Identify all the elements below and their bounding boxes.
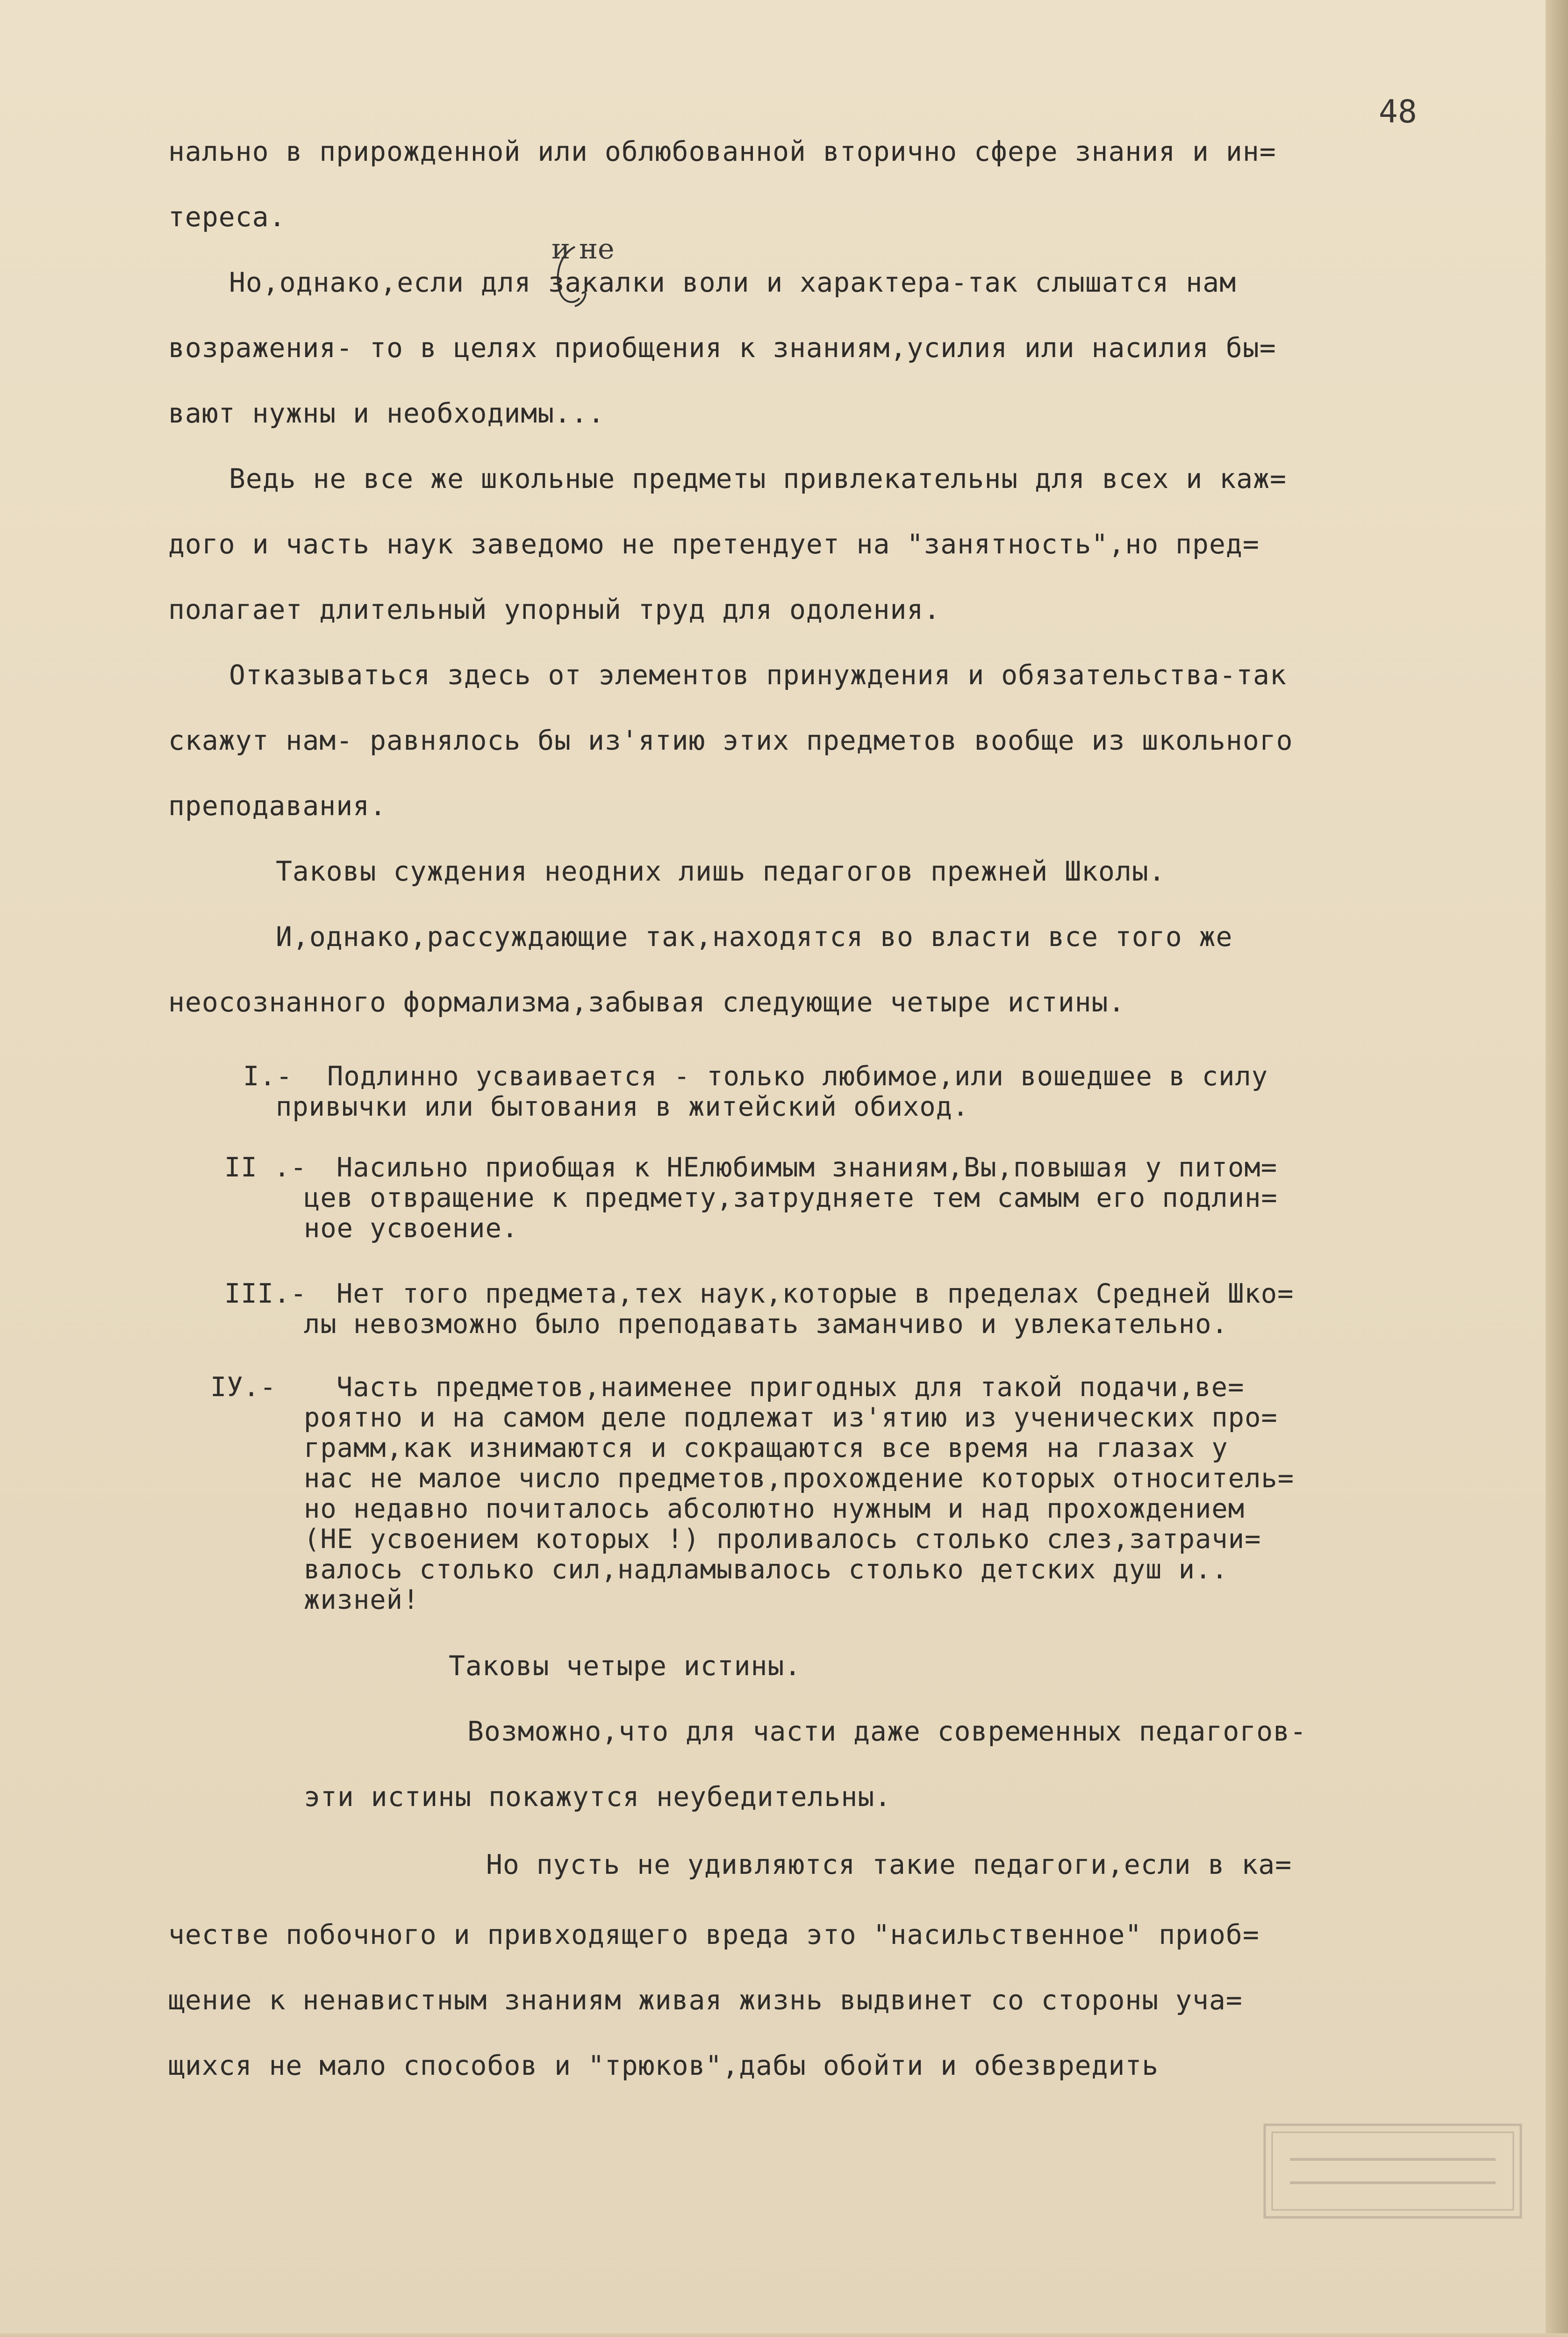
text-line: грамм,как изнимаются и сокращаются все время на глазах у — [304, 1433, 1228, 1463]
text-line: привычки или бытования в житейский обиход. — [276, 1091, 969, 1122]
page-number: 48 — [1379, 93, 1417, 130]
truth-numeral: I.- — [243, 1061, 293, 1092]
text-line: тереса. — [168, 201, 286, 233]
text-line: нально в прирожденной или облюбованной вторично сфере знания и ин= — [168, 136, 1276, 167]
text-line: вают нужны и необходимы... — [168, 397, 605, 429]
text-line: преподавания. — [168, 790, 387, 822]
text-line: И,однако,рассуждающие так,находятся во власти все того же — [276, 921, 1233, 953]
text-line: Таковы четыре истины. — [449, 1650, 802, 1682]
text-line: жизней! — [304, 1584, 420, 1615]
text-line: Подлинно усваивается - только любимое,или вошедшее в силу — [327, 1061, 1268, 1092]
text-line: Отказываться здесь от элементов принуждения и обязательства-так — [229, 659, 1287, 691]
text-line: скажут нам- равнялось бы из'ятию этих предметов вообще из школьного — [168, 724, 1293, 756]
truth-numeral: IУ.- — [210, 1372, 277, 1403]
text-line: цев отвращение к предмету,затрудняете тем самым его подлин= — [304, 1183, 1278, 1213]
text-line: роятно и на самом деле подлежат из'ятию из ученических про= — [304, 1402, 1278, 1433]
text-line: (НЕ усвоением которых !) проливалось столько слез,затрачи= — [304, 1524, 1261, 1555]
truth-numeral: II .- — [224, 1152, 307, 1183]
text-line: Но пусть не удивляются такие педагоги,если в ка= — [486, 1849, 1292, 1880]
text-line: Возможно,что для части даже современных педагогов- — [467, 1715, 1307, 1747]
text-line: но недавно почиталось абсолютно нужным и над прохождением — [304, 1493, 1245, 1524]
text-line: Таковы суждения неодних лишь педагогов прежней Школы. — [276, 855, 1166, 887]
handwritten-insert: и не — [551, 233, 615, 265]
text-line: ное усвоение. — [304, 1213, 519, 1244]
archive-stamp — [1262, 2122, 1524, 2220]
text-line: валось столько сил,надламывалось столько детских душ и.. — [304, 1554, 1228, 1585]
text-line: лы невозможно было преподавать заманчиво и увлекательно. — [304, 1309, 1228, 1340]
text-line: полагает длительный упорный труд для одоления. — [168, 594, 941, 625]
text-line: щихся не мало способов и "трюков",дабы обойти и обезвредить — [168, 2050, 1159, 2081]
page-bottom-edge — [0, 2333, 1568, 2337]
text-line: нас не малое число предметов,прохождение которых относитель= — [304, 1463, 1295, 1494]
text-line: возражения- то в целях приобщения к знаниям,усилия или насилия бы= — [168, 332, 1276, 364]
text-line: Ведь не все же школьные предметы привлекательны для всех и каж= — [229, 463, 1287, 495]
text-line: неосознанного формализма,забывая следующие четыре истины. — [168, 986, 1125, 1018]
text-line: Часть предметов,наименее пригодных для такой подачи,ве= — [337, 1372, 1245, 1403]
text-line: эти истины покажутся неубедительны. — [304, 1781, 892, 1813]
text-line: дого и часть наук заведомо не претендует на "занятность",но пред= — [168, 528, 1260, 560]
text-line: щение к ненавистным знаниям живая жизнь выдвинет со стороны уча= — [168, 1984, 1243, 2016]
text-line: Нет того предмета,тех наук,которые в пределах Средней Шко= — [337, 1278, 1294, 1309]
text-line: Насильно приобщая к НЕлюбимым знаниям,Вы,повышая у питом= — [337, 1152, 1278, 1183]
text-line: честве побочного и привходящего вреда это "насильственное" приоб= — [168, 1919, 1260, 1950]
truth-numeral: III.- — [224, 1278, 307, 1309]
page-edge-shadow — [1546, 0, 1568, 2337]
text-line: Но,однако,если для закалки воли и характера-так слышатся нам — [229, 266, 1237, 298]
